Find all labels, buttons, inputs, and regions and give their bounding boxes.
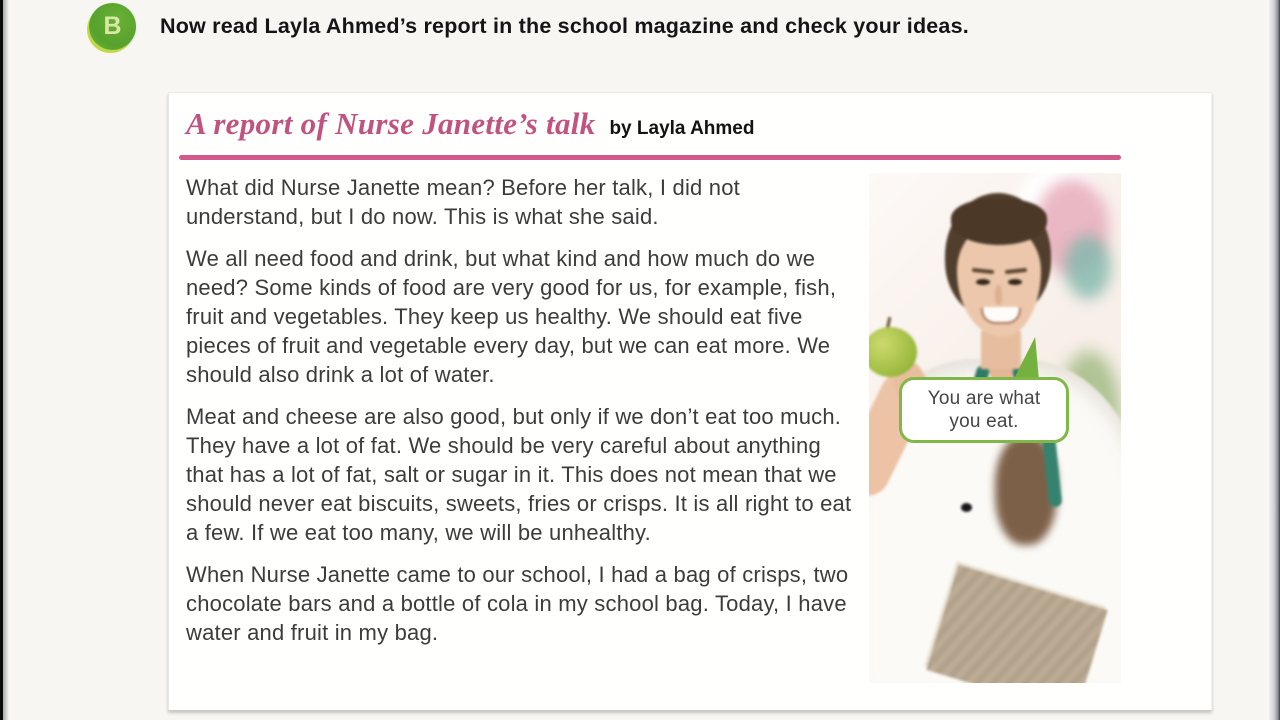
speech-bubble-text: You are what you eat. bbox=[927, 388, 1041, 432]
report-title-row bbox=[186, 106, 754, 142]
nurse-photo bbox=[869, 173, 1121, 683]
report-paragraph-4: When Nurse Janette came to our school, I had a bag of crisps, two chocolate bars and a bottle of cola in my school bag. Today, I have water and fruit in my bag. bbox=[186, 562, 849, 645]
report-body bbox=[186, 173, 854, 660]
magazine-report-card bbox=[168, 92, 1212, 710]
background-blur-teal bbox=[1065, 235, 1111, 299]
coat-button bbox=[961, 503, 972, 512]
scan-edge-left-shadow bbox=[3, 0, 9, 720]
nurse-eye bbox=[1008, 279, 1022, 285]
speech-bubble bbox=[899, 377, 1069, 443]
report-paragraph-1: What did Nurse Janette mean? Before her talk, I did not understand, but I do now. This is what she said. bbox=[186, 175, 740, 229]
nurse-eye bbox=[976, 279, 990, 285]
exercise-instruction: Now read Layla Ahmed’s report in the school magazine and check your ideas. bbox=[160, 14, 969, 38]
scan-edge-right bbox=[1267, 0, 1280, 720]
report-title: A report of Nurse Janette’s talk bbox=[186, 106, 596, 141]
report-paragraph-2: We all need food and drink, but what kind and how much do we need? Some kinds of food are very good for us, for example, fish, fruit and vegetables. They keep us healthy. We should eat five pieces of fruit and vegetable every day, but we can eat more. We should also drink a lot of water. bbox=[186, 246, 837, 387]
section-badge-letter: B bbox=[103, 12, 122, 40]
report-paragraph-3: Meat and cheese are also good, but only if we don’t eat too much. They have a lot of fat. We should be very careful about anything that has a lot of fat, salt or sugar in it. This does not mean that we should never eat biscuits, sweets, fries or crisps. It is all right to eat a few. If we eat too many, we will be unhealthy. bbox=[186, 404, 852, 545]
title-divider-rule bbox=[179, 155, 1121, 160]
section-badge bbox=[89, 3, 136, 50]
report-byline: by Layla Ahmed bbox=[609, 118, 755, 139]
